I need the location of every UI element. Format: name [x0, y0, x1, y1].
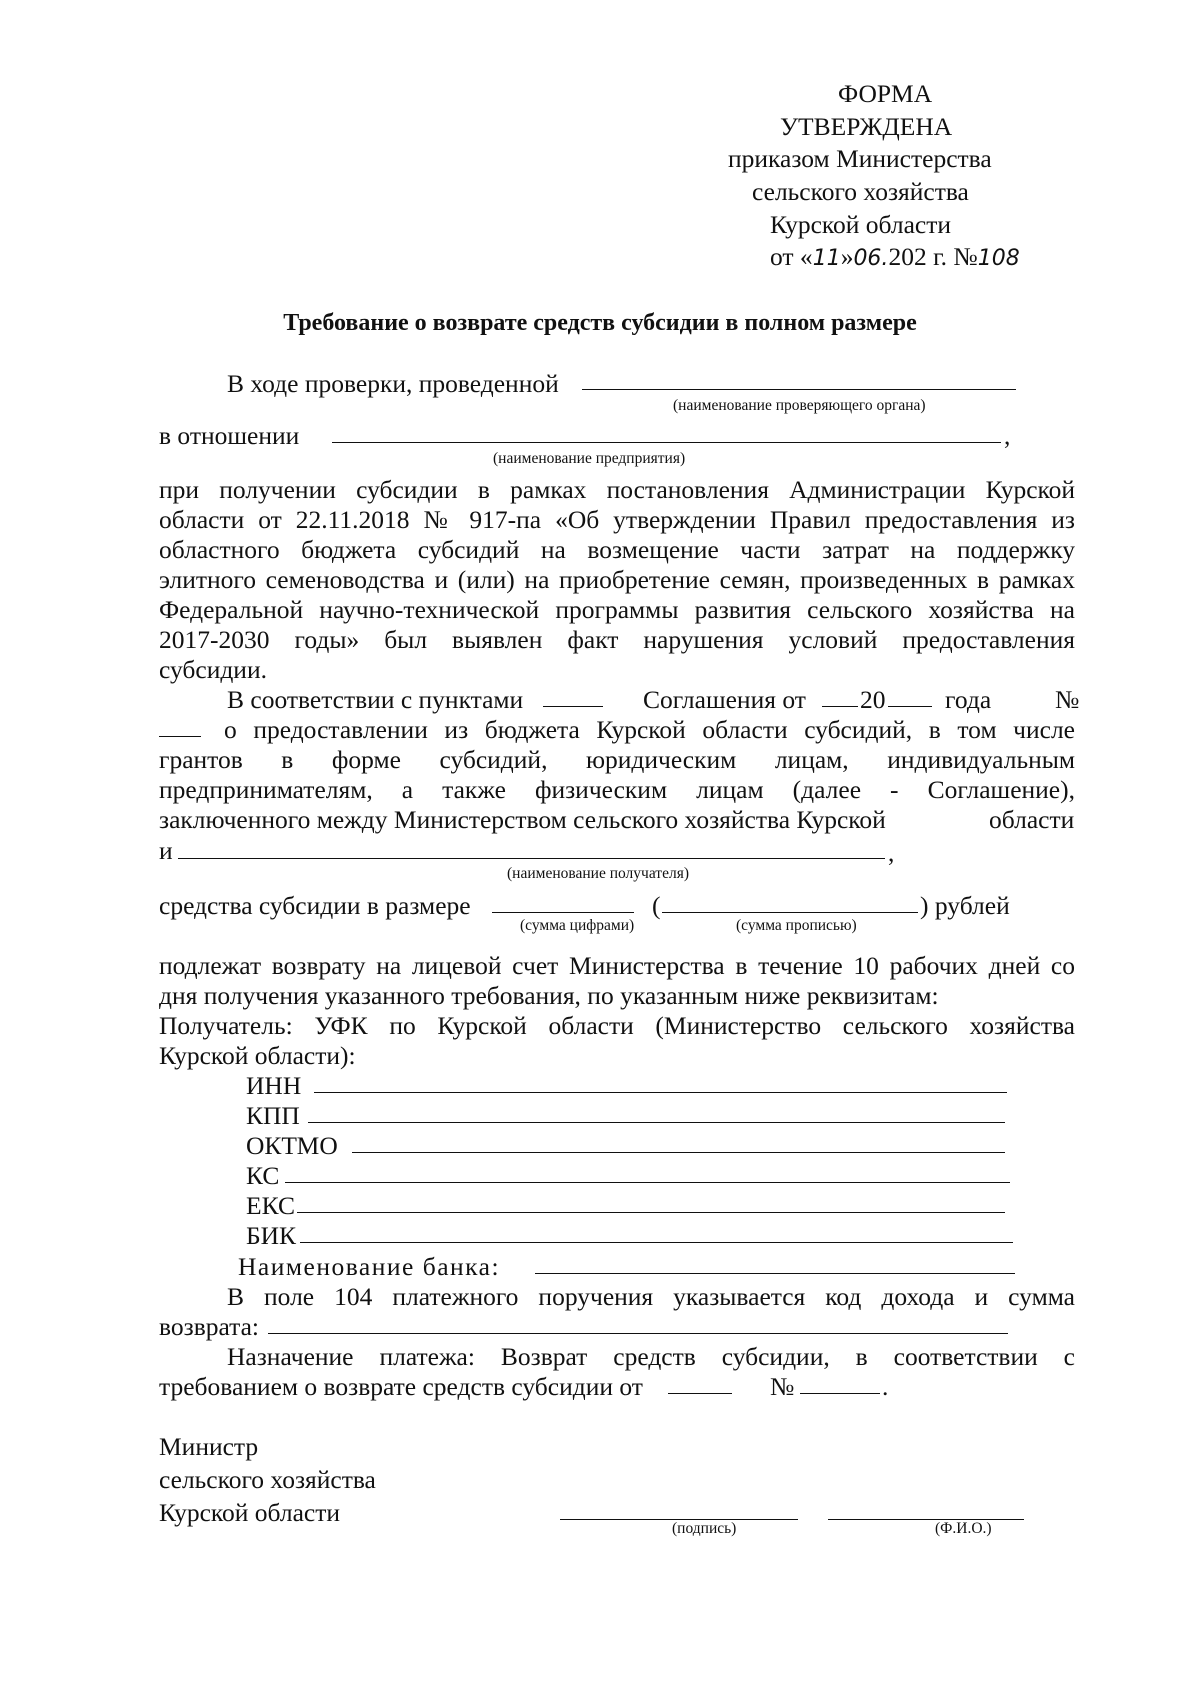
clauses-field[interactable]	[543, 706, 603, 707]
p3-label: средства субсидии в размере	[159, 891, 471, 920]
caption-recipient: (наименование получателя)	[507, 865, 689, 882]
p1-body-line: при получении субсидии в рамках постановления Администрации Курской	[159, 475, 1075, 504]
p1-body-line: области от 22.11.2018 № 917-па «Об утверждении Правил предоставления из	[159, 505, 1075, 534]
header-forma: ФОРМА	[838, 79, 933, 108]
p2-e: №	[1055, 685, 1080, 714]
caption-full-name: (Ф.И.О.)	[935, 1520, 992, 1537]
demand-number-field[interactable]	[800, 1393, 880, 1394]
header-line2: сельского хозяйства	[752, 177, 969, 206]
p6-line2a: требованием о возврате средств субсидии от	[159, 1372, 643, 1401]
ks-field[interactable]	[285, 1182, 1010, 1183]
amount-words-field[interactable]	[662, 912, 918, 913]
enterprise-field[interactable]	[332, 442, 1001, 443]
p1-line2-comma: ,	[1004, 421, 1011, 450]
bik-field[interactable]	[300, 1242, 1013, 1243]
p4-line3: Получатель: УФК по Курской области (Министерство сельского хозяйства	[159, 1011, 1075, 1040]
caption-enterprise: (наименование предприятия)	[493, 450, 686, 467]
date-month: 06.	[853, 246, 889, 271]
header-date-line	[770, 244, 1020, 270]
document-title: Требование о возврате средств субсидии в полном размере	[283, 310, 917, 336]
agreement-number-field[interactable]	[159, 736, 201, 737]
p2-d: года	[945, 685, 992, 714]
p2-line5a: заключенного между Министерством сельского хозяйства Курской	[159, 805, 886, 834]
p1-body-last: субсидии.	[159, 655, 267, 684]
caption-amount-words: (сумма прописью)	[736, 917, 857, 934]
p1-line1: В ходе проверки, проведенной	[227, 369, 559, 398]
date-day: 11	[812, 246, 841, 271]
header-line1: приказом Министерства	[728, 144, 992, 173]
agreement-day-field[interactable]	[822, 706, 858, 707]
requisite-label-eks: ЕКС	[246, 1191, 295, 1220]
recipient-field[interactable]	[178, 858, 885, 859]
header-line3: Курской области	[770, 210, 952, 239]
p2-a: В соответствии с пунктами	[227, 685, 524, 714]
date-prefix: от «	[770, 242, 813, 271]
p2-line4: предпринимателям, а также физическим лицам (далее - Соглашение),	[159, 775, 1075, 804]
order-number: 108	[977, 246, 1020, 271]
date-mid: »	[840, 242, 854, 271]
inn-field[interactable]	[314, 1092, 1007, 1093]
caption-inspector: (наименование проверяющего органа)	[673, 397, 926, 414]
p5-line2: возврата:	[159, 1312, 259, 1341]
p2-line5b: области	[989, 805, 1075, 834]
eks-field[interactable]	[297, 1212, 1005, 1213]
requisite-label-oktmo: ОКТМО	[246, 1131, 338, 1160]
bank-label: Наименование банка:	[238, 1252, 501, 1281]
p2-line6a: и	[159, 836, 173, 865]
p1-body-line: 2017-2030 годы» был выявлен факт нарушения условий предоставления	[159, 625, 1075, 654]
p2-line2: о предоставлении из бюджета Курской области субсидий, в том числе	[224, 715, 1075, 744]
p4-line4: Курской области):	[159, 1041, 356, 1070]
oktmo-field[interactable]	[352, 1152, 1005, 1153]
caption-amount-digits: (сумма цифрами)	[520, 917, 635, 934]
date-year: 202 г. №	[888, 242, 978, 271]
caption-signature: (подпись)	[672, 1520, 737, 1537]
kpp-field[interactable]	[308, 1122, 1005, 1123]
p6-line2c: .	[882, 1372, 889, 1401]
header-approved: УТВЕРЖДЕНА	[780, 112, 953, 141]
p1-line2-label: в отношении	[159, 421, 300, 450]
full-name-field[interactable]	[828, 1519, 1024, 1520]
p1-body-line: областного бюджета субсидий на возмещение части затрат на поддержку	[159, 535, 1075, 564]
p6-line1: Назначение платежа: Возврат средств субсидии, в соответствии с	[227, 1342, 1075, 1371]
p5-line1: В поле 104 платежного поручения указывается код дохода и сумма	[227, 1282, 1075, 1311]
signer-title-line2: сельского хозяйства	[159, 1465, 376, 1494]
p2-line6-comma: ,	[888, 838, 895, 867]
p3-open: (	[652, 891, 661, 920]
p1-body-line: элитного семеноводства и (или) на приобретение семян, произведенных в рамках	[159, 565, 1075, 594]
p2-line3: грантов в форме субсидий, юридическим лицам, индивидуальным	[159, 745, 1075, 774]
p1-body-line: Федеральной научно-технической программы развития сельского хозяйства на	[159, 595, 1075, 624]
p4-line1: подлежат возврату на лицевой счет Министерства в течение 10 рабочих дней со	[159, 951, 1075, 980]
p4-line2: дня получения указанного требования, по указанным ниже реквизитам:	[159, 981, 939, 1010]
demand-date-field[interactable]	[668, 1393, 732, 1394]
requisite-label-bik: БИК	[246, 1221, 297, 1250]
inspector-field[interactable]	[582, 389, 1016, 390]
agreement-year-field[interactable]	[888, 706, 932, 707]
signer-title-line3: Курской области	[159, 1498, 341, 1527]
p6-line2b: №	[770, 1372, 795, 1401]
income-code-field[interactable]	[268, 1333, 1008, 1334]
signer-title-line1: Министр	[159, 1432, 259, 1461]
p2-b: Соглашения от	[643, 685, 806, 714]
amount-digits-field[interactable]	[492, 912, 634, 913]
requisite-label-ks: КС	[246, 1161, 280, 1190]
requisite-label-kpp: КПП	[246, 1101, 300, 1130]
p3-close: ) рублей	[920, 891, 1010, 920]
bank-field[interactable]	[535, 1273, 1015, 1274]
p2-c: 20	[860, 685, 886, 714]
requisite-label-inn: ИНН	[246, 1071, 302, 1100]
